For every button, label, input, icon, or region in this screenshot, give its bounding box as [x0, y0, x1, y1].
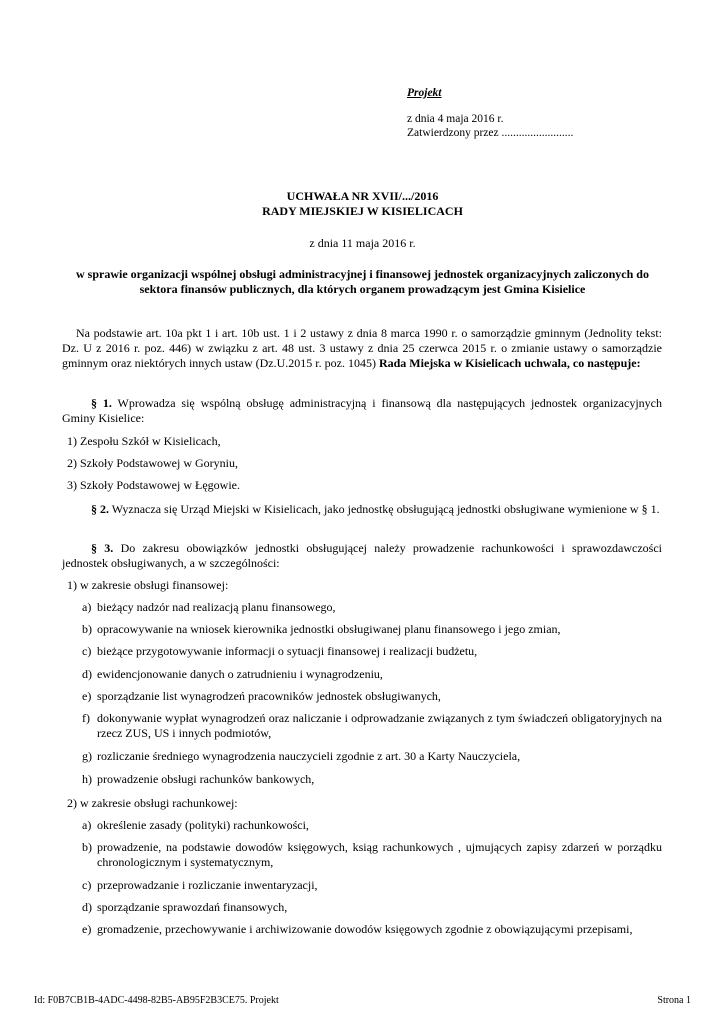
paragraph-1-label: § 1.	[91, 396, 112, 410]
section-financial: 1) w zakresie obsługi finansowej:	[67, 578, 229, 592]
list-item: c) przeprowadzanie i rozliczanie inwentaryzacji,	[82, 878, 318, 892]
list-item: b) prowadzenie, na podstawie dowodów księgowych, ksiąg rachunkowych , ujmujących zapisy zdarzeń w porządku chronologicznym i systematycznym,	[82, 840, 662, 869]
list-item: e) sporządzanie list wynagrodzeń pracowników jednostek obsługiwanych,	[82, 689, 441, 703]
preamble-bold: Rada Miejska w Kisielicach uchwala, co następuje:	[378, 356, 641, 370]
list-item: e) gromadzenie, przechowywanie i archiwizowanie dowodów księgowych zgodnie z obowiązującymi przepisami,	[82, 922, 633, 936]
header-block	[407, 86, 573, 140]
projekt-label: Projekt	[407, 87, 442, 99]
list-item: a) bieżący nadzór nad realizacją planu finansowego,	[82, 600, 336, 614]
paragraph-2	[62, 502, 662, 517]
preamble-text: Na podstawie art. 10a pkt 1 i art. 10b ust. 1 i 2 ustawy z dnia 8 marca 1990 r. o samorządzie gminnym (Jednolity tekst: Dz. U z 2016 r. poz. 446) w związku z art. 48 ust. 3 ustawy z dnia 25 czerwca 2015 r. o zmianie ustawy o samorządzie gminnym oraz niektórych innych ustaw (Dz.U.2015 r. poz. 1045)	[62, 326, 662, 370]
paragraph-3	[62, 541, 662, 571]
footer-document-id: Id: F0B7CB1B-4ADC-4498-82B5-AB95F2B3CE75. Projekt	[34, 995, 279, 1006]
list-item: 2) Szkoły Podstawowej w Goryniu,	[67, 456, 238, 470]
paragraph-2-label: § 2.	[91, 502, 109, 516]
list-item: b) opracowywanie na wniosek kierownika jednostki obsługiwanej planu finansowego i jego zmian,	[82, 622, 561, 636]
list-item: 3) Szkoły Podstawowej w Łęgowie.	[67, 478, 240, 492]
resolution-title: UCHWAŁA NR XVII/.../2016	[286, 189, 439, 203]
list-item: a) określenie zasady (polityki) rachunkowości,	[82, 818, 309, 832]
paragraph-2-text: Wyznacza się Urząd Miejski w Kisielicach, jako jednostkę obsługującą jednostki obsługiwane wymienione w § 1.	[109, 502, 660, 516]
paragraph-3-text: Do zakresu obowiązków jednostki obsługującej należy prowadzenie rachunkowości i sprawozdawczości jednostek obsługiwanych, a w szczególności:	[62, 541, 663, 570]
header-date: z dnia 4 maja 2016 r.	[407, 113, 504, 125]
paragraph-1	[62, 396, 662, 426]
council-title: RADY MIEJSKIEJ W KISIELICACH	[262, 204, 463, 218]
paragraph-1-text: Wprowadza się wspólną obsługę administracyjną i finansową dla następujących jednostek organizacyjnych Gminy Kisielice:	[62, 396, 662, 425]
list-item: f) dokonywanie wypłat wynagrodzeń oraz naliczanie i odprowadzanie związanych z tym świadczeń obligatoryjnych na rzecz ZUS, US i innych podmiotów,	[82, 711, 662, 740]
section-accounting: 2) w zakresie obsługi rachunkowej:	[67, 796, 238, 810]
paragraph-3-label: § 3.	[91, 541, 114, 555]
list-item: h) prowadzenie obsługi rachunków bankowych,	[82, 772, 315, 786]
list-item: 1) Zespołu Szkół w Kisielicach,	[67, 434, 221, 448]
resolution-date: z dnia 11 maja 2016 r.	[309, 236, 416, 250]
list-item: c) bieżące przygotowywanie informacji o sytuacji finansowej i realizacji budżetu,	[82, 644, 478, 658]
header-approved: Zatwierdzony przez .........................	[407, 127, 574, 139]
list-item: d) ewidencjonowanie danych o zatrudnieniu i wynagrodzeniu,	[82, 667, 383, 681]
preamble	[62, 326, 662, 371]
footer-page-number: Strona 1	[657, 995, 691, 1006]
list-item: d) sporządzanie sprawozdań finansowych,	[82, 900, 288, 914]
resolution-subject: w sprawie organizacji wspólnej obsługi administracyjnej i finansowej jednostek organizacyjnych zaliczonych do sektora finansów publicznych, dla których organem prowadzącym jest Gmina Kisielice	[76, 267, 649, 296]
list-item: g) rozliczanie średniego wynagrodzenia nauczycieli zgodnie z art. 30 a Karty Nauczyciela,	[82, 749, 521, 763]
